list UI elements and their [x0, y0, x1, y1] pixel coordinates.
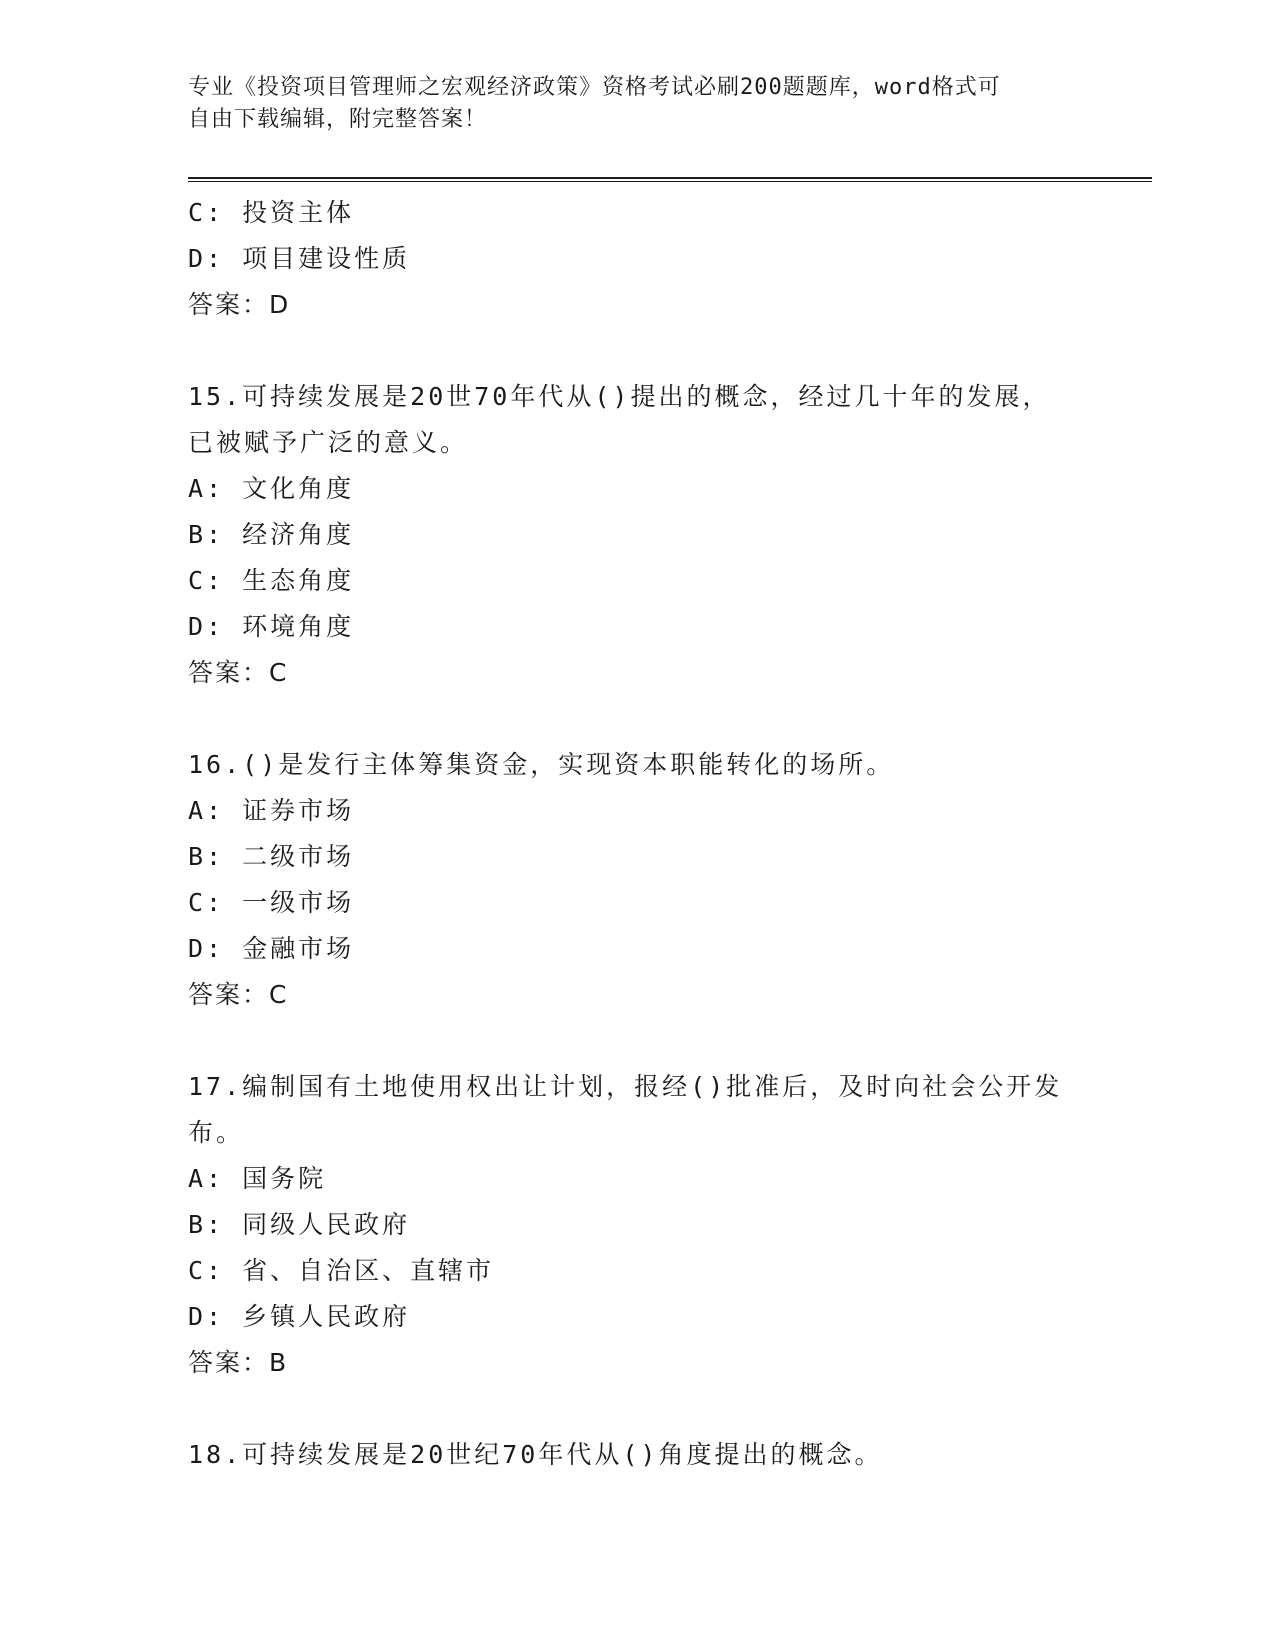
option-c: C: 省、自治区、直辖市	[188, 1256, 495, 1285]
answer-text: 答案：C	[188, 658, 289, 687]
spacer	[188, 1386, 1088, 1432]
answer-text: 答案：C	[188, 980, 289, 1009]
answer-text: 答案：D	[188, 290, 291, 319]
question-stem: 已被赋予广泛的意义。	[188, 428, 469, 457]
spacer	[188, 1018, 1088, 1064]
header-title-line-2: 自由下载编辑，附完整答案！	[188, 107, 488, 132]
option-c: C: 一级市场	[188, 888, 355, 917]
option-d: D: 金融市场	[188, 934, 355, 963]
option-a: A: 证券市场	[188, 796, 355, 825]
page-header	[188, 72, 1068, 136]
question-stem: 17.编制国有土地使用权出让计划，报经()批准后，及时向社会公开发	[188, 1072, 1063, 1101]
option-d: D: 项目建设性质	[188, 244, 411, 273]
question-stem: 18.可持续发展是20世纪70年代从()角度提出的概念。	[188, 1440, 883, 1469]
question-stem: 15.可持续发展是20世70年代从()提出的概念，经过几十年的发展，	[188, 382, 1051, 411]
question-stem: 16.()是发行主体筹集资金，实现资本职能转化的场所。	[188, 750, 895, 779]
question-stem: 布。	[188, 1118, 245, 1147]
spacer	[188, 696, 1088, 742]
option-c: C: 投资主体	[188, 198, 355, 227]
option-a: A: 国务院	[188, 1164, 327, 1193]
header-divider	[188, 177, 1152, 182]
option-a: A: 文化角度	[188, 474, 355, 503]
question-block-18	[188, 1432, 1088, 1478]
answer-text: 答案：B	[188, 1348, 289, 1377]
option-d: D: 环境角度	[188, 612, 355, 641]
header-title-line-1: 专业《投资项目管理师之宏观经济政策》资格考试必刷200题题库，word格式可	[188, 75, 1001, 100]
spacer	[188, 328, 1088, 374]
option-c: C: 生态角度	[188, 566, 355, 595]
option-b: B: 二级市场	[188, 842, 355, 871]
question-block-14	[188, 190, 1088, 328]
question-block-17	[188, 1064, 1088, 1386]
option-b: B: 同级人民政府	[188, 1210, 411, 1239]
question-block-16	[188, 742, 1088, 1018]
option-d: D: 乡镇人民政府	[188, 1302, 411, 1331]
question-block-15	[188, 374, 1088, 696]
option-b: B: 经济角度	[188, 520, 355, 549]
question-list	[188, 190, 1088, 1478]
